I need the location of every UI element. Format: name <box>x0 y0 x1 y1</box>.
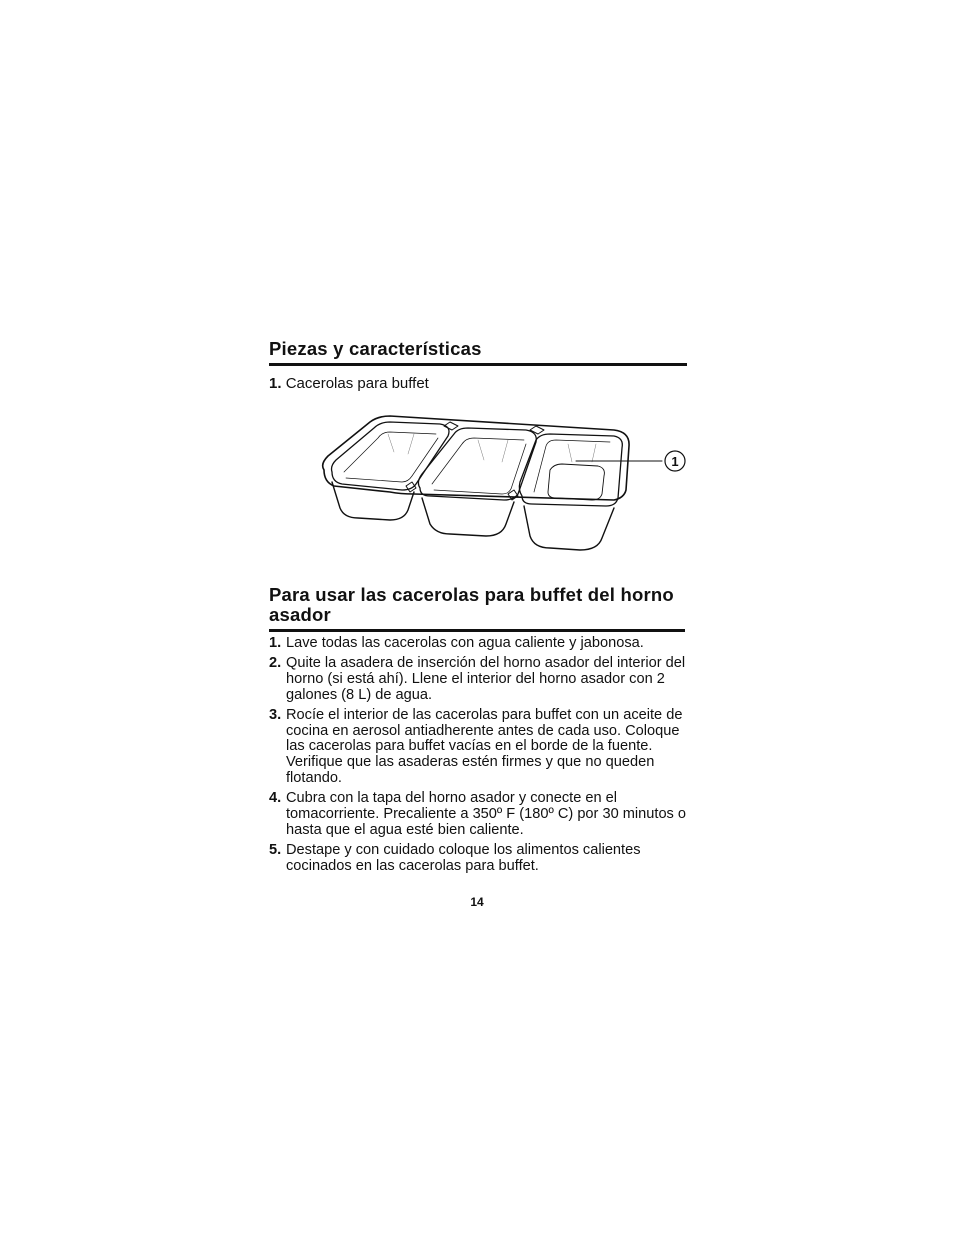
step-number: 5. <box>269 841 282 858</box>
step-text: Destape y con cuidado coloque los alimentos calientes cocinados en las cacerolas para buffet. <box>286 841 641 874</box>
step-text: Quite la asadera de inserción del horno asador del interior del horno (si está ahí). Llene el interior del horno asador con 2 galones (8 L) de agua. <box>286 655 686 703</box>
step-number: 4. <box>269 790 282 807</box>
section-title-parts: Piezas y características <box>269 339 687 366</box>
step-item <box>269 708 689 787</box>
step-text: Lave todas las cacerolas con agua caliente y jabonosa. <box>286 635 644 651</box>
step-number: 1. <box>269 635 282 651</box>
parts-list-item <box>269 374 429 393</box>
step-number: 2. <box>269 655 282 672</box>
step-text: Rocíe el interior de las cacerolas para buffet con un aceite de cocina en aerosol antiadherente antes de cada uso. Coloque las cacerolas para buffet vacías en el borde de la fuente. Verifique que las asaderas estén firmes y que no queden flotando. <box>286 706 683 786</box>
buffet-pans-illustration <box>318 412 690 554</box>
page-number: 14 <box>470 895 484 909</box>
step-item <box>269 656 689 703</box>
step-number: 3. <box>269 706 282 723</box>
callout-number: 1 <box>671 454 679 469</box>
instruction-steps <box>269 636 689 879</box>
section-title-instructions: Para usar las cacerolas para buffet del horno asador <box>269 585 685 632</box>
step-item <box>269 843 689 875</box>
parts-item-number: 1. <box>269 375 282 392</box>
step-item <box>269 791 689 838</box>
step-item <box>269 636 689 652</box>
parts-item-label: Cacerolas para buffet <box>285 375 429 392</box>
step-text: Cubra con la tapa del horno asador y conecte en el tomacorriente. Precaliente a 350º F (180º C) por 30 minutos o hasta que el agua esté bien caliente. <box>286 790 687 838</box>
